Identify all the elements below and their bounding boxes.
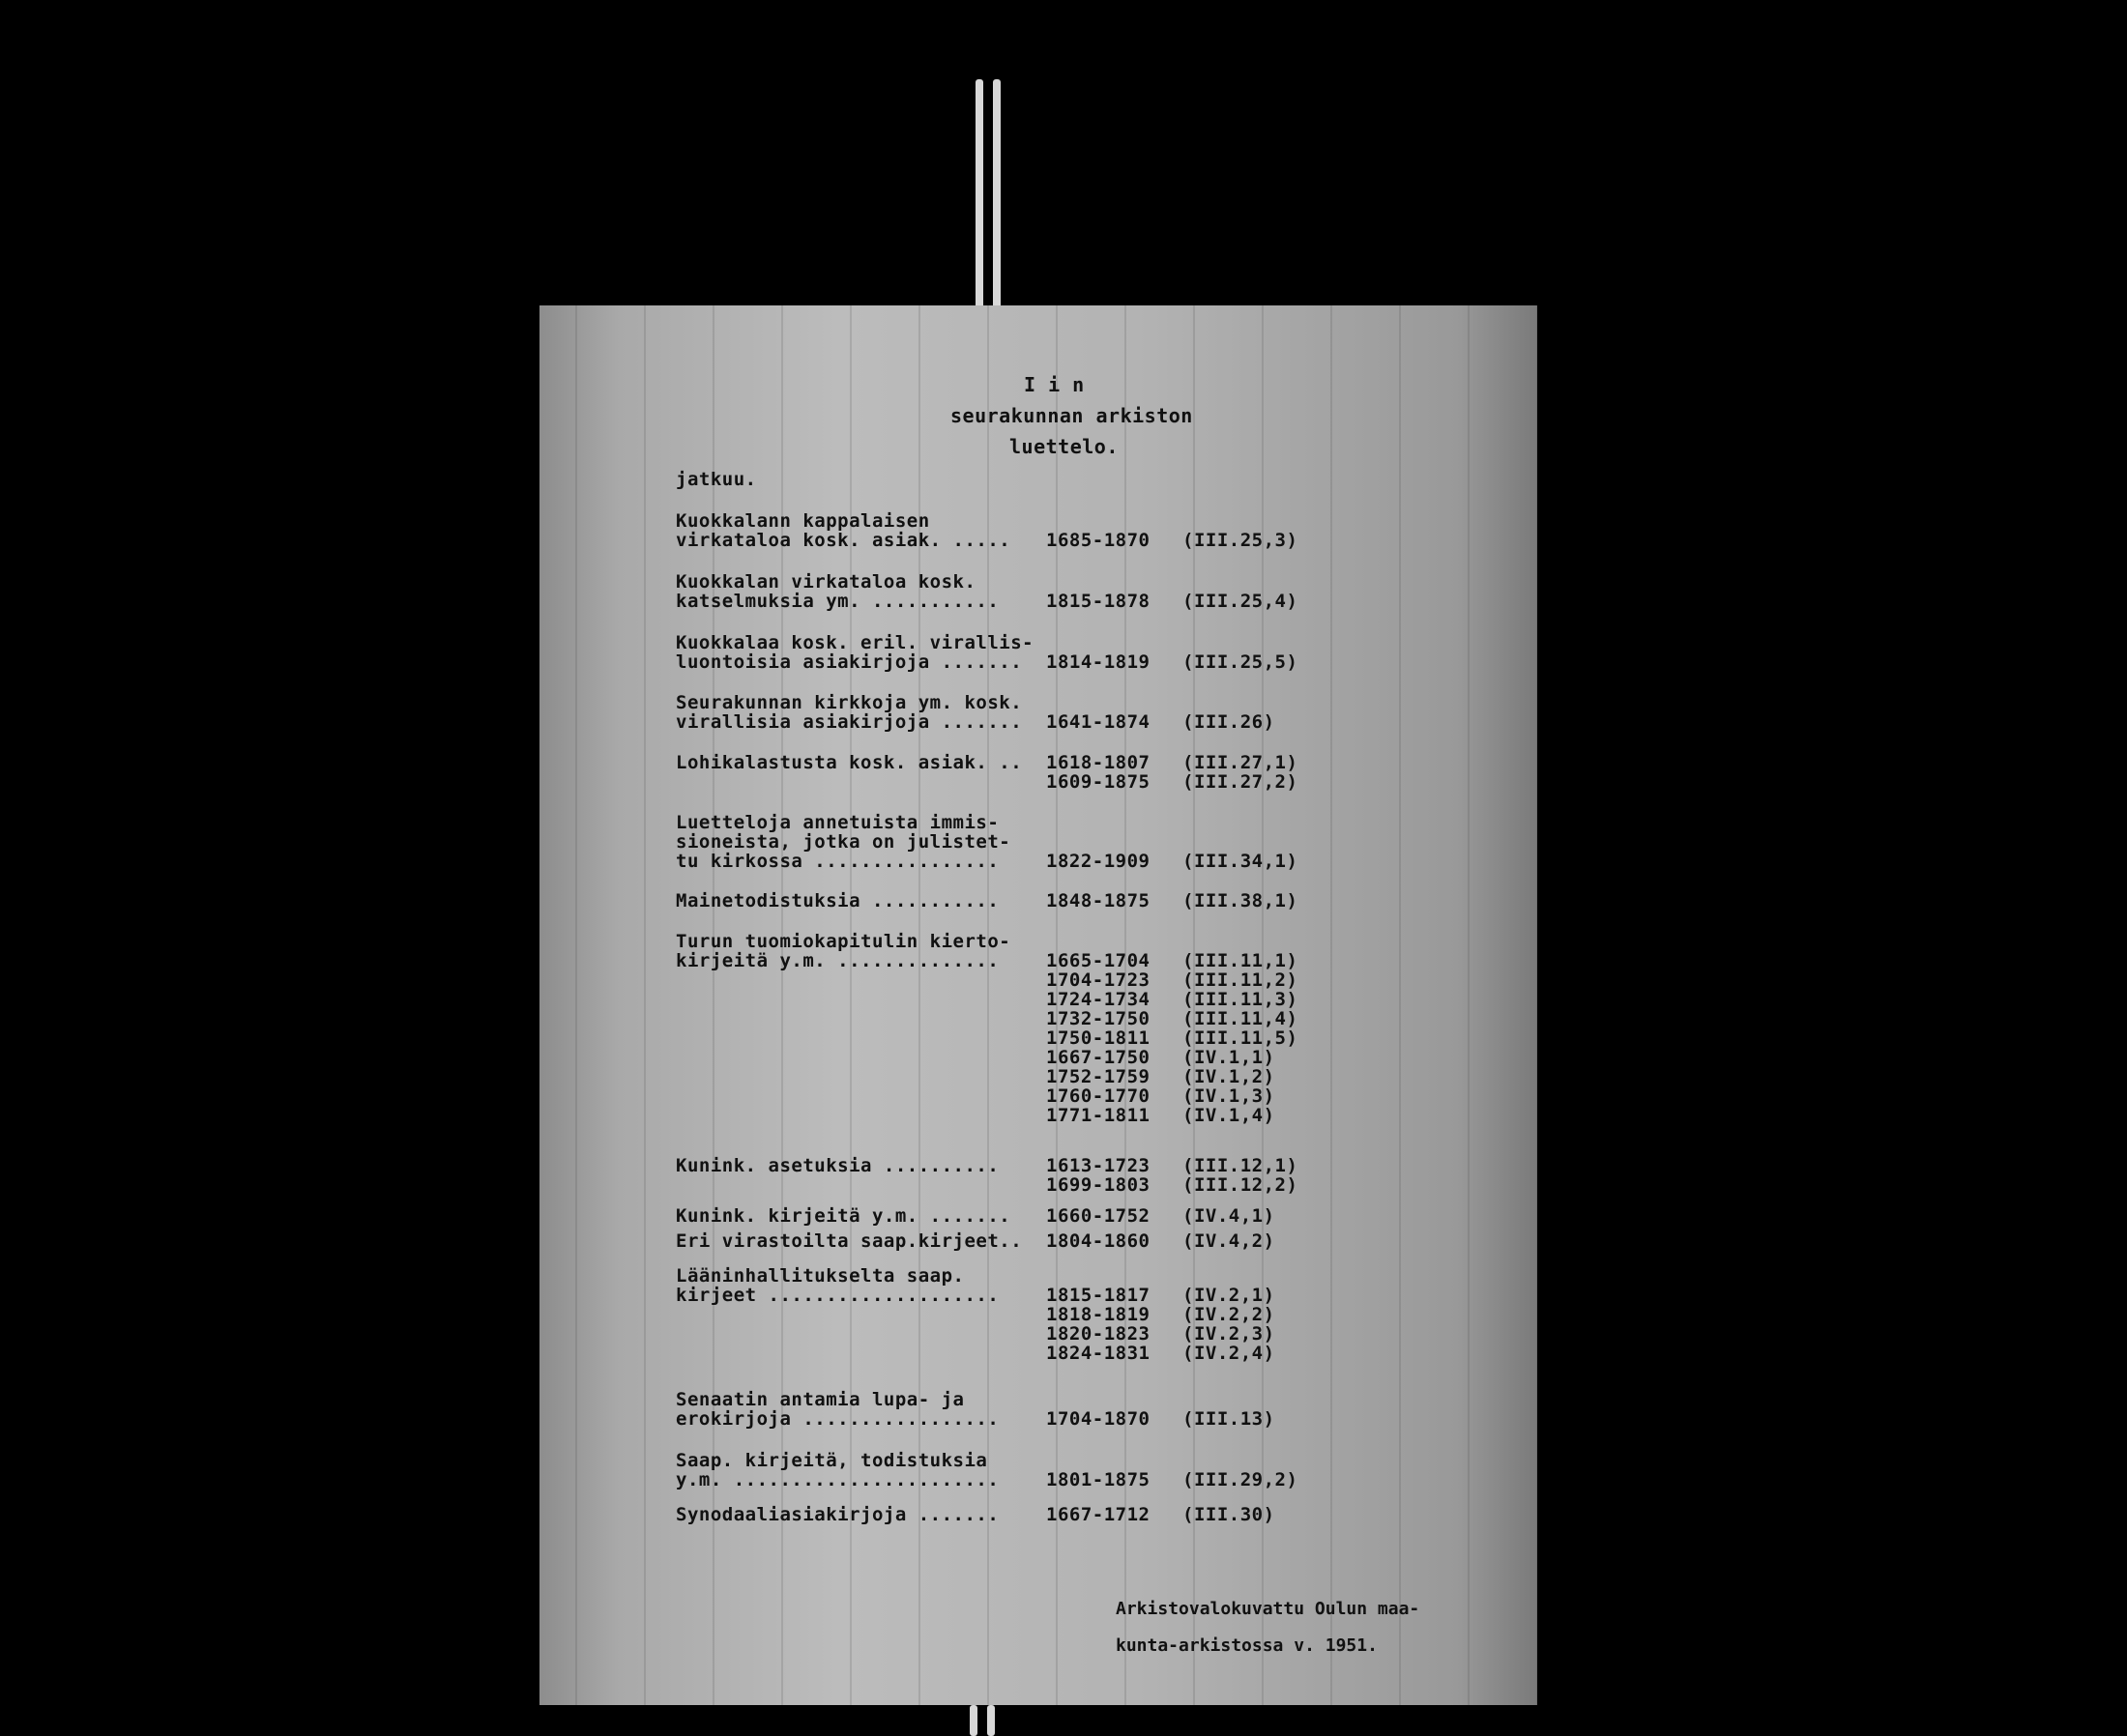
year-range: 1750-1811 bbox=[1046, 1027, 1151, 1049]
archive-signum: (IV.1,2) bbox=[1182, 1066, 1275, 1087]
year-range: 1815-1878 bbox=[1046, 591, 1151, 612]
entry-rows bbox=[676, 1156, 1537, 1195]
entry-row bbox=[676, 951, 1537, 970]
archive-signum: (III.30) bbox=[1182, 1504, 1275, 1525]
entry-description: Eri virastoilta saap.kirjeet.. bbox=[676, 1230, 1023, 1252]
entry-row bbox=[676, 772, 1537, 792]
year-range: 1818-1819 bbox=[1046, 1304, 1151, 1325]
archive-signum: (III.29,2) bbox=[1182, 1469, 1298, 1490]
year-range: 1824-1831 bbox=[1046, 1343, 1151, 1364]
entry-row bbox=[676, 1086, 1537, 1106]
entry-row bbox=[676, 1048, 1537, 1067]
year-range: 1613-1723 bbox=[1046, 1155, 1151, 1176]
archive-signum: (III.12,2) bbox=[1182, 1174, 1298, 1196]
entry-row bbox=[676, 891, 1537, 911]
entry-rows bbox=[676, 1505, 1537, 1524]
clip-wire-left-bottom bbox=[970, 1705, 977, 1736]
entry-row bbox=[676, 753, 1537, 772]
entry-description: Saap. kirjeitä, todistuksia y.m. ....................... bbox=[676, 1450, 1000, 1490]
year-range: 1760-1770 bbox=[1046, 1085, 1151, 1107]
entry-row bbox=[676, 1324, 1537, 1344]
year-range: 1801-1875 bbox=[1046, 1469, 1151, 1490]
entry-rows bbox=[676, 891, 1537, 911]
year-range: 1724-1734 bbox=[1046, 989, 1151, 1010]
entry-row bbox=[676, 1231, 1537, 1251]
year-range: 1609-1875 bbox=[1046, 771, 1151, 793]
archive-signum: (III.27,2) bbox=[1182, 771, 1298, 793]
entry-rows bbox=[676, 592, 1537, 611]
entry-rows bbox=[676, 712, 1537, 732]
entry-description: Lohikalastusta kosk. asiak. .. bbox=[676, 752, 1023, 773]
entry-row bbox=[676, 652, 1537, 672]
entry-description: Senaatin antamia lupa- ja erokirjoja ................. bbox=[676, 1389, 1000, 1430]
archive-signum: (III.11,2) bbox=[1182, 969, 1298, 991]
archive-signum: (III.27,1) bbox=[1182, 752, 1298, 773]
archive-signum: (III.34,1) bbox=[1182, 851, 1298, 872]
archive-signum: (III.26) bbox=[1182, 711, 1275, 733]
archive-signum: (IV.1,3) bbox=[1182, 1085, 1275, 1107]
entry-rows bbox=[676, 531, 1537, 550]
entry-row bbox=[676, 1470, 1537, 1490]
archive-signum: (III.25,3) bbox=[1182, 530, 1298, 551]
archive-signum: (IV.2,4) bbox=[1182, 1343, 1275, 1364]
entry-row bbox=[676, 970, 1537, 990]
archive-signum: (IV.2,1) bbox=[1182, 1285, 1275, 1306]
year-range: 1641-1874 bbox=[1046, 711, 1151, 733]
year-range: 1822-1909 bbox=[1046, 851, 1151, 872]
entry-rows bbox=[676, 951, 1537, 1125]
archive-signum: (III.13) bbox=[1182, 1408, 1275, 1430]
entry-rows bbox=[676, 1231, 1537, 1251]
entry-row bbox=[676, 1409, 1537, 1429]
year-range: 1732-1750 bbox=[1046, 1008, 1151, 1029]
year-range: 1752-1759 bbox=[1046, 1066, 1151, 1087]
year-range: 1820-1823 bbox=[1046, 1323, 1151, 1345]
entry-description: Kuokkalann kappalaisen virkataloa kosk. asiak. ..... bbox=[676, 510, 1011, 551]
entry-rows bbox=[676, 852, 1537, 871]
entry-description: Kunink. kirjeitä y.m. ....... bbox=[676, 1205, 1011, 1227]
entry-description: Kunink. asetuksia .......... bbox=[676, 1155, 1000, 1176]
entry-description: Luetteloja annetuista immis- sioneista, jotka on julistet- tu kirkossa ................ bbox=[676, 812, 1011, 872]
continued-label: jatkuu. bbox=[676, 469, 757, 490]
entry-row bbox=[676, 712, 1537, 732]
archive-signum: (IV.2,2) bbox=[1182, 1304, 1275, 1325]
year-range: 1848-1875 bbox=[1046, 890, 1151, 911]
year-range: 1704-1870 bbox=[1046, 1408, 1151, 1430]
header-title: I i n bbox=[1024, 373, 1085, 396]
clip-wire-left bbox=[976, 79, 983, 321]
archive-signum: (III.11,3) bbox=[1182, 989, 1298, 1010]
entry-row bbox=[676, 592, 1537, 611]
year-range: 1685-1870 bbox=[1046, 530, 1151, 551]
year-range: 1667-1750 bbox=[1046, 1047, 1151, 1068]
entry-row bbox=[676, 1206, 1537, 1226]
entry-row bbox=[676, 1028, 1537, 1048]
entry-description: Kuokkalan virkataloa kosk. katselmuksia ym. ........... bbox=[676, 571, 1000, 612]
year-range: 1699-1803 bbox=[1046, 1174, 1151, 1196]
entry-rows bbox=[676, 1286, 1537, 1363]
archive-stamp: Arkistovalokuvattu Oulun maa- kunta-arkistossa v. 1951. bbox=[1116, 1599, 1420, 1656]
entry-description: Lääninhallitukselta saap. kirjeet .................... bbox=[676, 1265, 1000, 1306]
year-range: 1665-1704 bbox=[1046, 950, 1151, 971]
entry-rows bbox=[676, 753, 1537, 792]
entry-row bbox=[676, 531, 1537, 550]
entry-row bbox=[676, 1067, 1537, 1086]
year-range: 1618-1807 bbox=[1046, 752, 1151, 773]
entry-row bbox=[676, 1175, 1537, 1195]
entry-description: Turun tuomiokapitulin kierto- kirjeitä y.m. .............. bbox=[676, 931, 1011, 971]
entry-row bbox=[676, 1009, 1537, 1028]
year-range: 1815-1817 bbox=[1046, 1285, 1151, 1306]
year-range: 1814-1819 bbox=[1046, 651, 1151, 673]
entry-row bbox=[676, 1305, 1537, 1324]
archive-signum: (III.25,4) bbox=[1182, 591, 1298, 612]
year-range: 1667-1712 bbox=[1046, 1504, 1151, 1525]
archive-signum: (IV.1,4) bbox=[1182, 1105, 1275, 1126]
archive-signum: (IV.4,2) bbox=[1182, 1230, 1275, 1252]
entry-rows bbox=[676, 1206, 1537, 1226]
entry-row bbox=[676, 852, 1537, 871]
entry-description: Seurakunnan kirkkoja ym. kosk. virallisia asiakirjoja ....... bbox=[676, 692, 1023, 733]
clip-wire-right-bottom bbox=[987, 1705, 995, 1736]
archive-signum: (III.11,1) bbox=[1182, 950, 1298, 971]
year-range: 1660-1752 bbox=[1046, 1205, 1151, 1227]
year-range: 1771-1811 bbox=[1046, 1105, 1151, 1126]
archive-signum: (III.11,5) bbox=[1182, 1027, 1298, 1049]
header-subtitle-2: luettelo. bbox=[1009, 435, 1119, 458]
entry-description: Synodaaliasiakirjoja ....... bbox=[676, 1504, 1000, 1525]
archive-signum: (III.11,4) bbox=[1182, 1008, 1298, 1029]
entry-row bbox=[676, 1106, 1537, 1125]
entry-row bbox=[676, 1286, 1537, 1305]
entry-description: Kuokkalaa kosk. eril. virallis- luontoisia asiakirjoja ....... bbox=[676, 632, 1034, 673]
entry-row bbox=[676, 1344, 1537, 1363]
year-range: 1704-1723 bbox=[1046, 969, 1151, 991]
entry-description: Mainetodistuksia ........... bbox=[676, 890, 1000, 911]
entry-row bbox=[676, 1156, 1537, 1175]
entry-row bbox=[676, 1505, 1537, 1524]
entry-rows bbox=[676, 1409, 1537, 1429]
entry-rows bbox=[676, 1470, 1537, 1490]
entry-rows bbox=[676, 652, 1537, 672]
archive-signum: (III.25,5) bbox=[1182, 651, 1298, 673]
year-range: 1804-1860 bbox=[1046, 1230, 1151, 1252]
archive-signum: (IV.4,1) bbox=[1182, 1205, 1275, 1227]
archive-signum: (III.12,1) bbox=[1182, 1155, 1298, 1176]
archive-signum: (IV.2,3) bbox=[1182, 1323, 1275, 1345]
clip-wire-right bbox=[993, 79, 1001, 321]
entry-row bbox=[676, 990, 1537, 1009]
archive-signum: (IV.1,1) bbox=[1182, 1047, 1275, 1068]
header-subtitle: seurakunnan arkiston bbox=[950, 404, 1193, 427]
archive-signum: (III.38,1) bbox=[1182, 890, 1298, 911]
document-page bbox=[539, 305, 1537, 1705]
